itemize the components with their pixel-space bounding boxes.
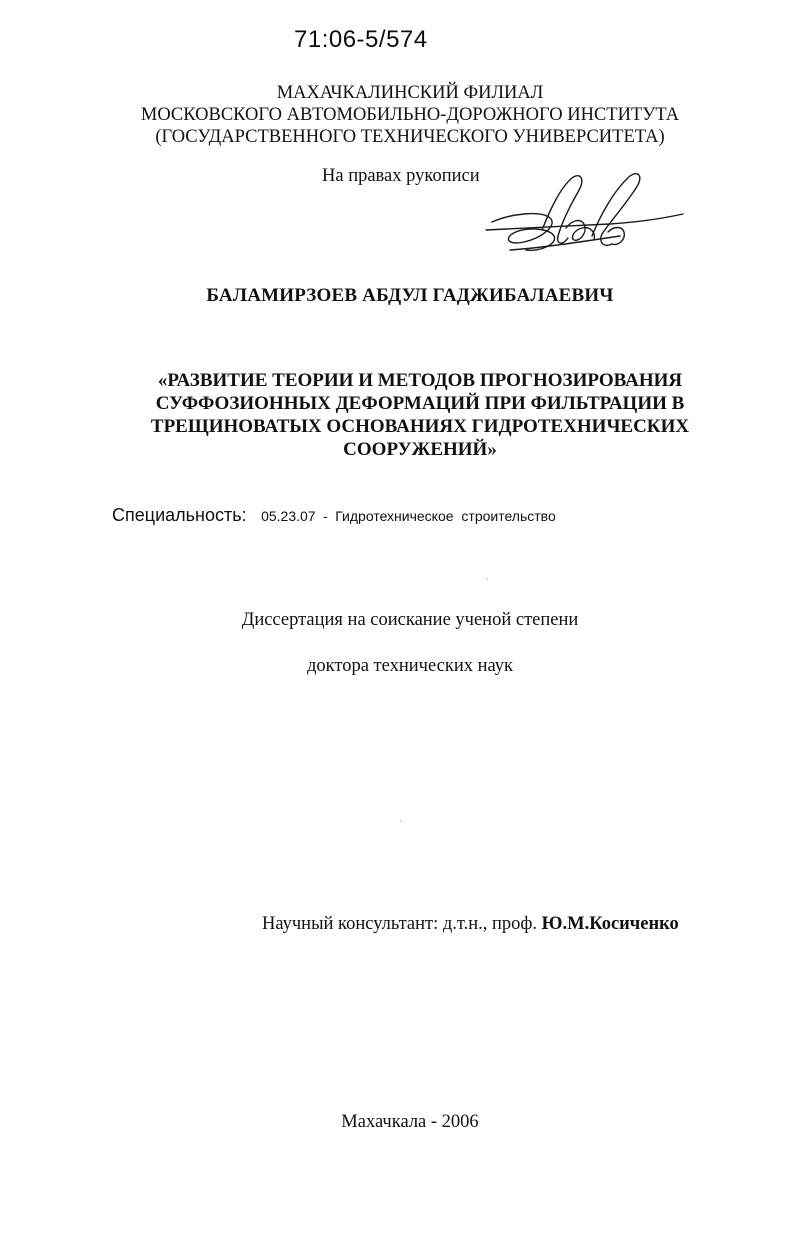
institution-line: (ГОСУДАРСТВЕННОГО ТЕХНИЧЕСКОГО УНИВЕРСИТЕТА) xyxy=(155,127,665,147)
thesis-degree-line-1: Диссертация на соискание ученой степени xyxy=(241,610,579,630)
speciality-code: 05.23.07 xyxy=(261,508,316,524)
dissertation-title xyxy=(120,369,720,461)
archive-code: 71:06-5/574 xyxy=(294,26,428,53)
signature-icon xyxy=(480,170,685,260)
title-line: СУФФОЗИОННЫХ ДЕФОРМАЦИЙ ПРИ ФИЛЬТРАЦИИ В xyxy=(155,393,685,414)
scientific-consultant xyxy=(262,914,679,935)
speciality-line xyxy=(112,505,556,526)
institution-line: МОСКОВСКОГО АВТОМОБИЛЬНО-ДОРОЖНОГО ИНСТИТУТА xyxy=(140,105,680,125)
speciality-separator: - xyxy=(323,508,328,524)
speciality-label: Специальность: xyxy=(112,505,247,525)
scan-speck xyxy=(486,579,488,580)
title-line: СООРУЖЕНИЙ» xyxy=(343,439,497,460)
title-line: «РАЗВИТИЕ ТЕОРИИ И МЕТОДОВ ПРОГНОЗИРОВАНИЯ xyxy=(157,370,683,391)
institution-line: МАХАЧКАЛИНСКИЙ ФИЛИАЛ xyxy=(276,83,544,103)
consultant-name: Ю.М.Косиченко xyxy=(541,914,679,934)
thesis-degree-line-2: доктора технических наук xyxy=(306,656,514,676)
consultant-prefix: Научный консультант: д.т.н., проф. xyxy=(262,914,538,934)
scan-speck xyxy=(400,820,402,821)
title-line: ТРЕЩИНОВАТЫХ ОСНОВАНИЯХ ГИДРОТЕХНИЧЕСКИХ xyxy=(150,416,690,437)
rights-note: На правах рукописи xyxy=(322,166,480,186)
institution-header xyxy=(100,82,720,148)
author-name: БАЛАМИРЗОЕВ АБДУЛ ГАДЖИБАЛАЕВИЧ xyxy=(206,285,614,306)
place-and-year: Махачкала - 2006 xyxy=(341,1112,479,1132)
speciality-name: Гидротехническое строительство xyxy=(335,508,556,524)
